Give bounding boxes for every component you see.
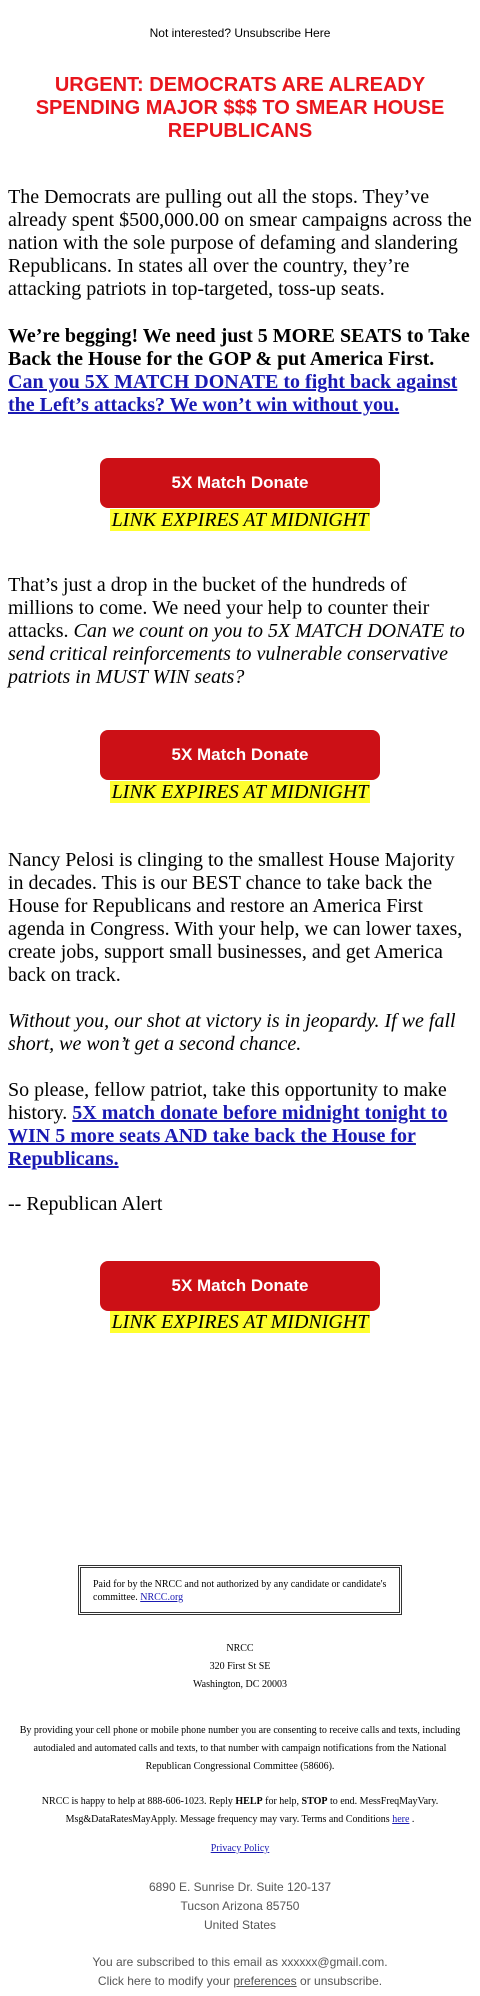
paid-for-text: [93, 1578, 399, 1604]
paid-for-disclaimer-box: [78, 1565, 402, 1615]
privacy-row: [0, 1840, 480, 1858]
expires-text: LINK EXPIRES AT MIDNIGHT: [111, 781, 369, 803]
subscription-info: [0, 1953, 480, 1991]
donate-text-link-2[interactable]: 5X match donate before midnight tonight to WIN 5 more seats AND take back the House for Republicans.: [8, 1102, 448, 1170]
donate-button-2[interactable]: 5X Match Donate: [100, 730, 380, 780]
modify-pre-text: Click here to modify your: [97, 1974, 230, 1988]
reinforcement-paragraph: [8, 574, 474, 689]
intro-paragraph: The Democrats are pulling out all the stops. They’ve already spent $500,000.00 on smear campaigns across the nation with the sole purpose of defaming and slandering Republicans. In states all over the country, they’re attacking patriots in top-targeted, toss-up seats.: [8, 186, 472, 300]
stop-keyword: STOP: [301, 1796, 328, 1807]
unsubscribe-link-footer[interactable]: or unsubscribe.: [300, 1974, 383, 1988]
subscribed-email-text: You are subscribed to this email as xxxxxx@gmail.com.: [92, 1955, 388, 1969]
sms-help-text: [14, 1793, 466, 1829]
help-keyword: HELP: [235, 1796, 263, 1807]
help-period: .: [411, 1814, 415, 1825]
donate-text-link-1[interactable]: Can you 5X MATCH DONATE to fight back against the Left’s attacks? We won’t win without you.: [8, 371, 458, 416]
mailing-address: [0, 1878, 480, 1935]
history-paragraph: [8, 1079, 474, 1171]
majority-paragraph: Nancy Pelosi is clinging to the smallest House Majority in decades. This is our BEST chance to take back the House for Republicans and restore an America First agenda in Congress. With your help, we can lower taxes, create jobs, support small businesses, and get America back on track.: [8, 849, 463, 986]
appeal-bold-text: We’re begging! We need just 5 MORE SEATS to Take Back the House for the GOP & put America First.: [8, 325, 470, 370]
jeopardy-paragraph: Without you, our shot at victory is in jeopardy. If we fall short, we won’t get a second chance.: [8, 1010, 456, 1055]
address-line-3: United States: [203, 1918, 277, 1932]
address-line-1: 6890 E. Sunrise Dr. Suite 120-137: [148, 1880, 332, 1894]
org-street: 320 First St SE: [209, 1661, 271, 1672]
donate-button-3[interactable]: 5X Match Donate: [100, 1261, 380, 1311]
appeal-paragraph: [8, 325, 474, 417]
org-city: Washington, DC 20003: [193, 1679, 287, 1690]
nrcc-link[interactable]: NRCC.org: [140, 1592, 184, 1603]
modify-preferences-text: [0, 1972, 480, 1991]
expires-notice-1: [0, 508, 480, 532]
expires-notice-2: [0, 780, 480, 804]
expires-text: LINK EXPIRES AT MIDNIGHT: [111, 509, 369, 531]
help-mid-text: for help,: [265, 1796, 300, 1807]
paid-for-statement: Paid for by the NRCC and not authorized by any candidate or candidate's committee.: [93, 1579, 387, 1603]
donate-button-1[interactable]: 5X Match Donate: [100, 458, 380, 508]
sms-consent-text: By providing your cell phone or mobile phone number you are consenting to receive calls and texts, including autodialed and automated calls and texts, to that number with campaign notifications from the National Republican Congressional Committee (58606).: [19, 1725, 461, 1772]
org-name: NRCC: [226, 1643, 254, 1654]
preferences-link[interactable]: preferences: [233, 1974, 297, 1988]
signature: -- Republican Alert: [8, 1193, 163, 1215]
expires-text: LINK EXPIRES AT MIDNIGHT: [111, 1311, 369, 1333]
help-post-text: to end. MessFreqMayVary. Msg&DataRatesMayApply. Message frequency may vary. Terms and Conditions: [65, 1796, 439, 1825]
reinforcement-plain-text: That’s just a drop in the bucket of the hundreds of millions to come. We need your help to counter their attacks.: [8, 574, 430, 642]
org-address: [0, 1640, 480, 1694]
history-plain-text: So please, fellow patriot, take this opportunity to make history.: [8, 1079, 447, 1124]
help-pre-text: NRCC is happy to help at 888-606-1023. Reply: [41, 1796, 233, 1807]
reinforcement-italic-text: Can we count on you to 5X MATCH DONATE to send critical reinforcements to vulnerable conservative patriots in MUST WIN seats?: [8, 620, 465, 688]
expires-notice-3: [0, 1310, 480, 1334]
unsubscribe-link[interactable]: Not interested? Unsubscribe Here: [149, 26, 331, 40]
terms-here-link[interactable]: here: [392, 1814, 410, 1825]
address-line-2: Tucson Arizona 85750: [180, 1899, 300, 1913]
headline: URGENT: DEMOCRATS ARE ALREADY SPENDING MAJOR $$$ TO SMEAR HOUSE REPUBLICANS: [35, 74, 445, 142]
privacy-policy-link[interactable]: Privacy Policy: [210, 1843, 270, 1854]
